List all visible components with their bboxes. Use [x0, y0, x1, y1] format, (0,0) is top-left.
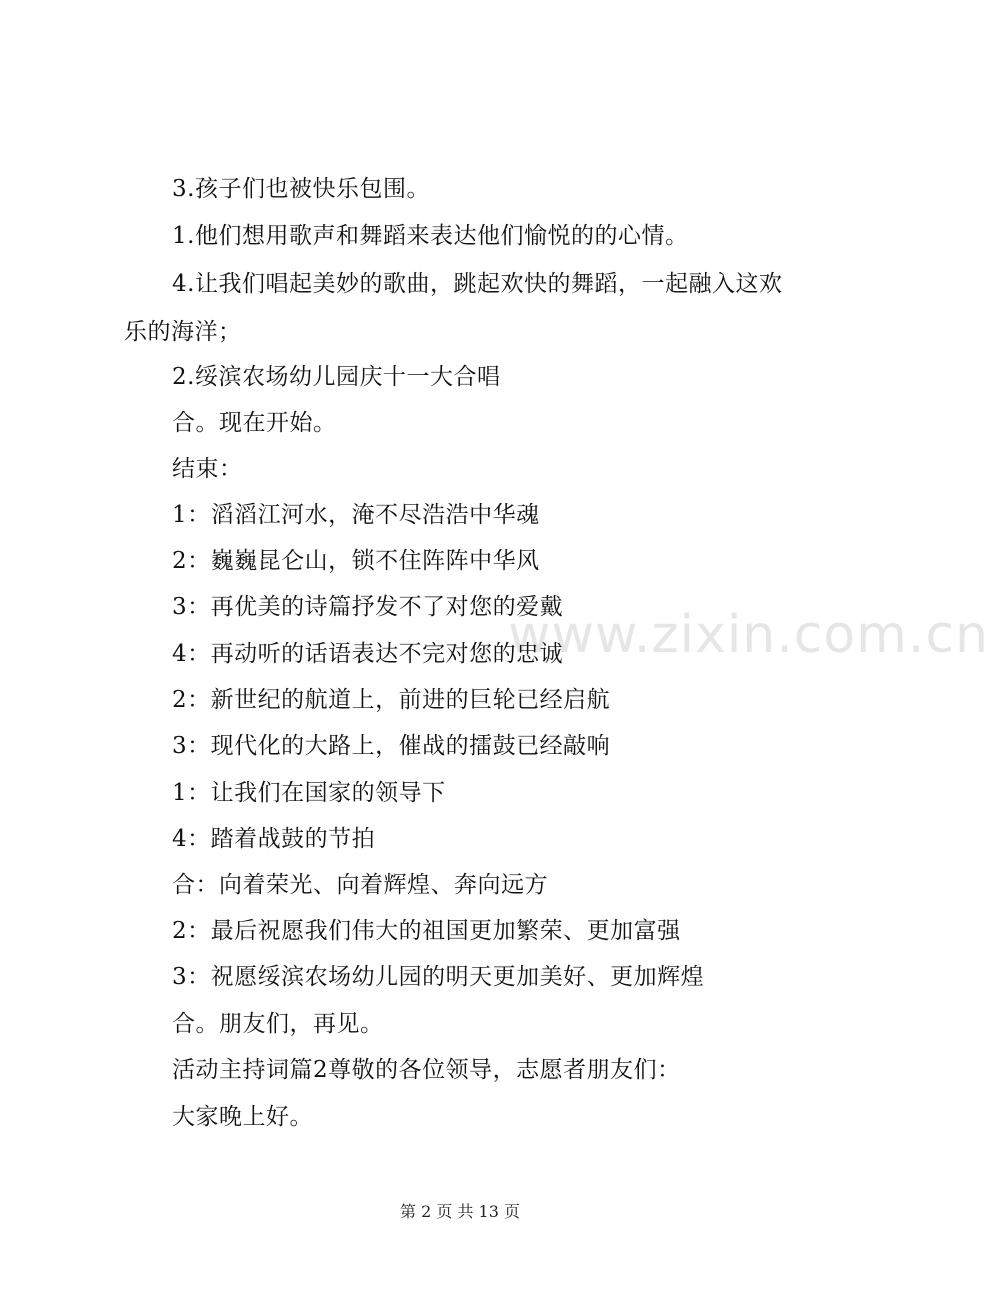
paragraph-line: 合。朋友们，再见。 — [172, 1011, 384, 1037]
paragraph-line: 2.绥滨农场幼儿园庆十一大合唱 — [172, 364, 501, 390]
paragraph-line: 1：让我们在国家的领导下 — [172, 780, 446, 806]
paragraph-line: 3：现代化的大路上，催战的擂鼓已经敲响 — [172, 733, 611, 759]
paragraph-line: 乐的海洋； — [124, 319, 242, 345]
paragraph-line: 3.孩子们也被快乐包围。 — [172, 176, 430, 202]
paragraph-line: 1：滔滔江河水，淹不尽浩浩中华魂 — [172, 502, 540, 528]
paragraph-line: 合：向着荣光、向着辉煌、奔向远方 — [172, 872, 548, 898]
paragraph-line: 活动主持词篇2尊敬的各位领导，志愿者朋友们： — [172, 1057, 681, 1083]
paragraph-line: 2：巍巍昆仑山，锁不住阵阵中华风 — [172, 548, 540, 574]
paragraph-line: 大家晚上好。 — [172, 1104, 313, 1130]
paragraph-line: 2：新世纪的航道上，前进的巨轮已经启航 — [172, 687, 611, 713]
paragraph-line: 3：再优美的诗篇抒发不了对您的爱戴 — [172, 594, 564, 620]
page-number-footer: 第 2 页 共 13 页 — [400, 1202, 520, 1221]
paragraph-line: 1.他们想用歌声和舞蹈来表达他们愉悦的的心情。 — [172, 223, 689, 249]
paragraph-line: 结束： — [172, 456, 243, 482]
paragraph-line: 合。现在开始。 — [172, 410, 337, 436]
paragraph-line: 3：祝愿绥滨农场幼儿园的明天更加美好、更加辉煌 — [172, 964, 705, 990]
paragraph-line: 4：再动听的话语表达不完对您的忠诚 — [172, 641, 564, 667]
watermark: www.zixin.com.cn — [508, 605, 989, 665]
paragraph-line: 4：踏着战鼓的节拍 — [172, 826, 376, 852]
paragraph-line: 4.让我们唱起美妙的歌曲，跳起欢快的舞蹈，一起融入这欢 — [172, 271, 783, 297]
paragraph-line: 2：最后祝愿我们伟大的祖国更加繁荣、更加富强 — [172, 918, 681, 944]
